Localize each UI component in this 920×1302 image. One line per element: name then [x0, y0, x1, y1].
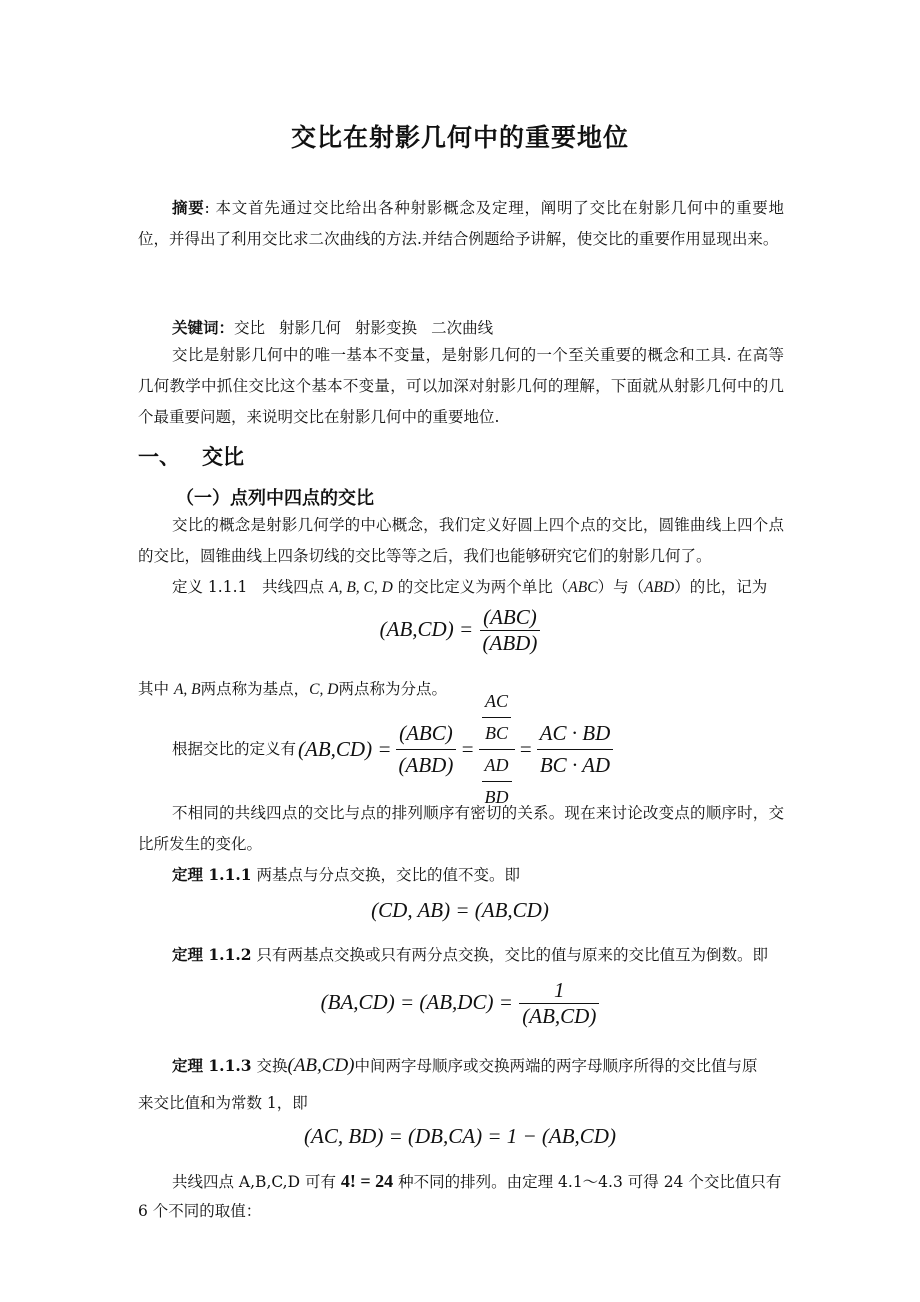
formula: (CD, AB) = (AB,CD)	[371, 898, 549, 922]
theorem-1-1-3-line2: 来交比值和为常数 1，即	[138, 1094, 308, 1112]
ratio-var: ABC	[568, 579, 598, 596]
equals-sign: =	[518, 736, 533, 761]
fraction-numerator: (ABC)	[396, 718, 457, 750]
paragraph-permutations	[138, 1166, 784, 1198]
definition-text: 共线四点	[262, 578, 325, 596]
formula-theorem-3	[0, 1124, 920, 1149]
fraction	[480, 605, 541, 656]
paragraph-order: 不相同的共线四点的交比与点的排列顺序有密切的关系。现在来讨论改变点的顺序时，交比所发生的变化。	[138, 804, 784, 853]
page-title: 交比在射影几何中的重要地位	[290, 123, 629, 152]
fraction	[396, 718, 457, 781]
keywords-label: 关键词：	[172, 318, 235, 337]
section-number: 一、	[138, 444, 180, 469]
formula-theorem-2	[0, 978, 920, 1029]
definition-label: 定义 1.1.1	[172, 578, 248, 596]
formula: (AC, BD) = (DB,CA) = 1 − (AB,CD)	[304, 1124, 616, 1148]
fraction-denominator: BC	[484, 722, 508, 743]
formula-inline: 4! = 24	[340, 1171, 394, 1191]
points-var: A, B	[173, 681, 201, 698]
fraction	[537, 718, 614, 781]
theorem-label: 定理 1.1.3	[172, 1056, 252, 1075]
theorem-label: 定理 1.1.1	[172, 865, 252, 884]
fraction-numerator: 1	[519, 978, 599, 1004]
keyword: 二次曲线	[431, 319, 494, 337]
definition-text: 的交比定义为两个单比（	[397, 578, 569, 596]
section-title: 交比	[202, 444, 244, 469]
fraction-denominator: BC · AD	[539, 752, 611, 777]
fraction-denominator: (ABD)	[482, 631, 538, 655]
paragraph-permutations-line2: 6 个不同的取值：	[138, 1202, 262, 1220]
intro-paragraph: 交比是射影几何中的唯一基本不变量，是射影几何的一个至关重要的概念和工具. 在高等几何教学中抓住交比这个基本不变量，可以加深对射影几何的理解，下面就从射影几何中的几个最重要问题，来说明交比在射影几何中的重要地位.	[138, 346, 784, 426]
formula-inline: (AB,CD)	[287, 1055, 355, 1076]
theorem-label: 定理 1.1.2	[172, 945, 252, 964]
theorem-text: 中间两字母顺序或交换两端的两字母顺序所得的交比值与原	[354, 1057, 758, 1075]
theorem-1-1-2	[138, 939, 784, 971]
abstract-label: 摘要	[172, 198, 205, 217]
text: 两点称为基点，	[200, 680, 310, 698]
formula-theorem-1	[0, 898, 920, 923]
base-points-sentence	[138, 674, 784, 705]
ratio-var: ABD	[644, 579, 675, 596]
subsection-heading: （一）点列中四点的交比	[176, 488, 374, 509]
points-var: C, D	[309, 681, 339, 698]
fraction-denominator: BD	[484, 786, 509, 807]
formula-lhs: (BA,CD) = (AB,DC) =	[320, 990, 513, 1014]
fraction-numerator: AD	[482, 750, 512, 782]
equals-sign: =	[460, 736, 475, 761]
fraction	[482, 686, 511, 749]
theorem-1-1-3	[138, 1050, 784, 1082]
abstract-text: : 本文首先通过交比给出各种射影概念及定理，阐明了交比在射影几何中的重要地位，并得出了利用交比求二次曲线的方法.并结合例题给予讲解，使交比的重要作用显现出来。	[138, 199, 784, 248]
fraction-denominator: (AB,CD)	[522, 1004, 597, 1028]
paragraph-concept: 交比的概念是射影几何学的中心概念，我们定义好圆上四个点的交比，圆锥曲线上四个点的交比，圆锥曲线上四条切线的交比等等之后，我们也能够研究它们的射影几何了。	[138, 516, 784, 565]
definition-1-1-1	[138, 572, 784, 603]
text: 根据交比的定义有	[172, 739, 297, 758]
formula-lhs: (AB,CD) =	[298, 736, 392, 761]
formula-lhs: (AB,CD) =	[379, 617, 474, 641]
theorem-1-1-1	[138, 859, 784, 891]
definition-text: ）的比，记为	[674, 578, 768, 596]
text: 两点称为分点。	[338, 680, 447, 698]
fraction-numerator: AC · BD	[537, 718, 614, 750]
fraction-numerator: (ABC)	[480, 605, 541, 631]
theorem-text: 只有两基点交换或只有两分点交换，交比的值与原来的交比值互为倒数。即	[256, 946, 768, 964]
keywords-line	[172, 316, 507, 338]
compound-fraction	[479, 686, 515, 813]
keyword: 射影变换	[355, 319, 418, 337]
fraction-numerator	[479, 686, 515, 750]
text: 共线四点 A,B,C,D 可有	[172, 1173, 336, 1191]
fraction-numerator: AC	[482, 686, 511, 718]
formula-cross-ratio-def	[0, 605, 920, 656]
points-var: A, B, C, D	[329, 579, 393, 596]
fraction	[519, 978, 599, 1029]
section-heading	[138, 441, 244, 471]
fraction-denominator: (ABD)	[398, 752, 454, 777]
keyword: 交比	[234, 319, 266, 337]
definition-text: ）与（	[597, 578, 645, 596]
theorem-text: 交换	[256, 1057, 288, 1075]
abstract-paragraph	[138, 192, 784, 255]
formula-cross-ratio-expanded	[138, 690, 784, 807]
text: 其中	[138, 680, 170, 698]
keyword: 射影几何	[279, 319, 342, 337]
text: 种不同的排列。由定理 4.1～4.3 可得 24 个交比值只有	[398, 1173, 782, 1191]
theorem-text: 两基点与分点交换，交比的值不变。即	[256, 866, 520, 884]
